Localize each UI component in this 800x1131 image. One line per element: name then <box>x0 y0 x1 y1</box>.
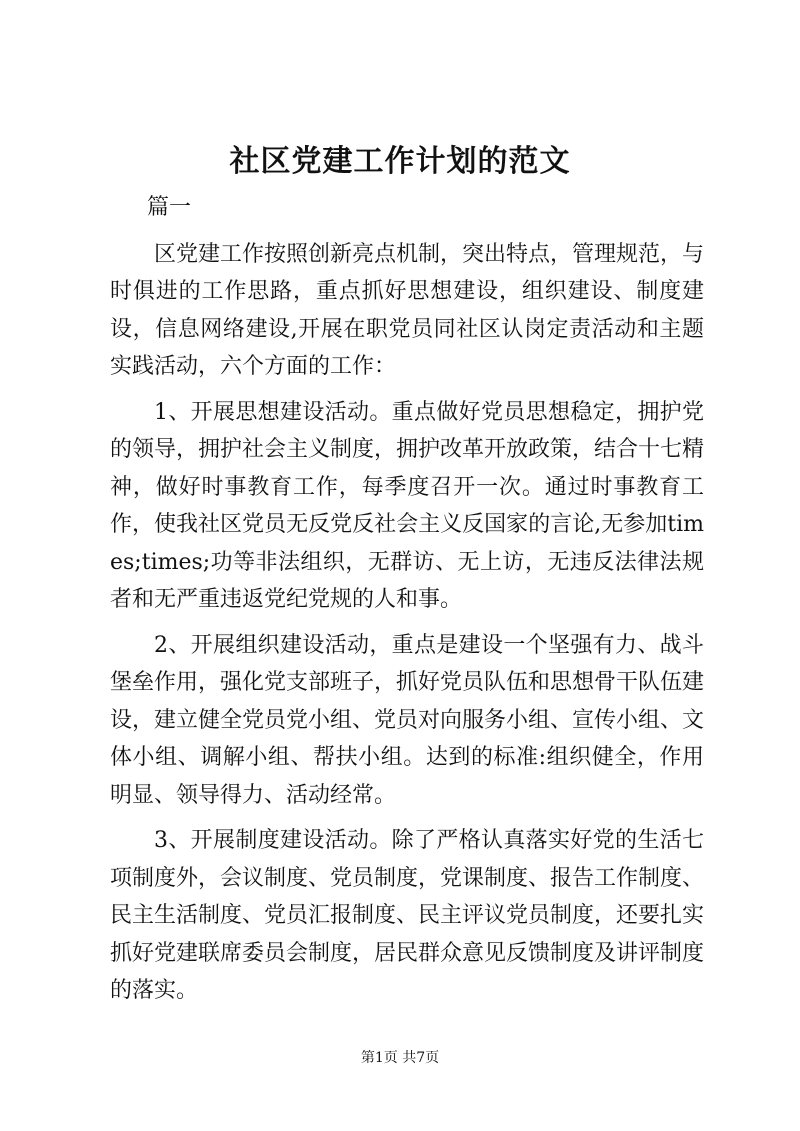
paragraph-item-2: 2、开展组织建设活动，重点是建设一个坚强有力、战斗堡垒作用，强化党支部班子，抓好党员队伍和思想骨干队伍建设，建立健全党员党小组、党员对向服务小组、宣传小组、文体小组、调解小组、帮扶小组。达到的标准:组织健全，作用明显、领导得力、活动经常。 <box>110 632 705 808</box>
section-label: 篇一 <box>147 195 192 220</box>
document-title: 社区党建工作计划的范文 <box>229 144 571 179</box>
paragraph-intro: 区党建工作按照创新亮点机制，突出特点，管理规范，与时俱进的工作思路，重点抓好思想建设，组织建设、制度建设，信息网络建设,开展在职党员同社区认岗定责活动和主题实践活动，六个方面的工作： <box>110 241 705 379</box>
paragraph-item-3: 3、开展制度建设活动。除了严格认真落实好党的生活七项制度外，会议制度、党员制度，党课制度、报告工作制度、民主生活制度、党员汇报制度、民主评议党员制度，还要扎实抓好党建联席委员会制度，居民群众意见反馈制度及讲评制度的落实。 <box>110 828 705 1003</box>
page-number-footer: 第1页 共7页 <box>360 1050 440 1066</box>
document-body <box>110 189 704 1010</box>
paragraph-item-1: 1、开展思想建设活动。重点做好党员思想稳定，拥护党的领导，拥护社会主义制度，拥护改革开放政策，结合十七精神，做好时事教育工作，每季度召开一次。通过时事教育工作，使我社区党员无反党反社会主义反国家的言论,无参加times;times;功等非法组织，无群访、无上访，无违反法律法规者和无严重违返党纪党规的人和事。 <box>110 399 705 612</box>
